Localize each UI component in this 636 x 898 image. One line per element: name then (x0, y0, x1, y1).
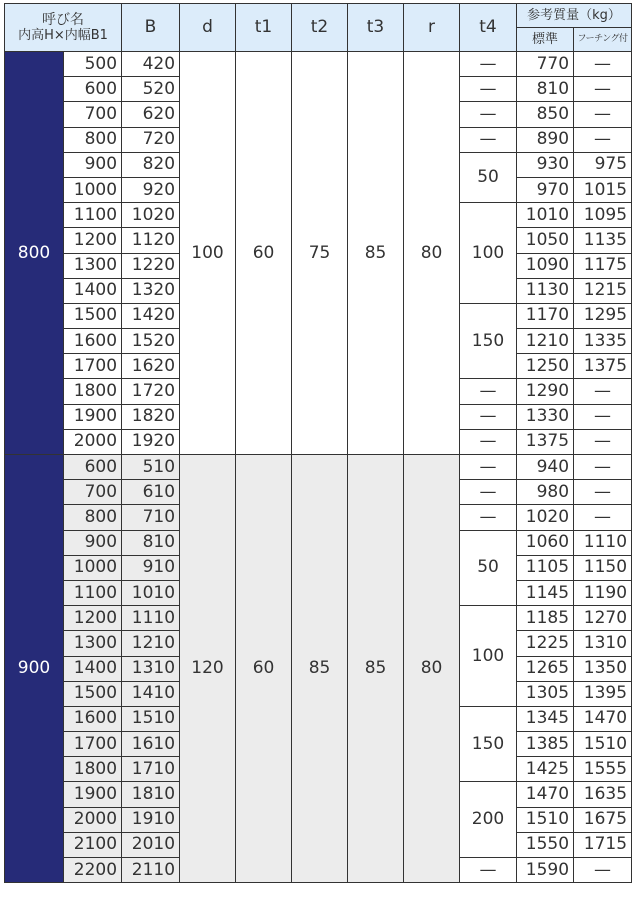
inner-width-cell: 900 (64, 530, 122, 555)
col-t1-header: t1 (236, 4, 292, 52)
weight-footing-cell: 1015 (574, 177, 632, 202)
b-cell: 1410 (122, 681, 180, 706)
r-cell: 80 (404, 52, 460, 455)
d-cell: 120 (180, 455, 236, 883)
inner-width-cell: 800 (64, 127, 122, 152)
weight-footing-cell: — (574, 404, 632, 429)
weight-standard-cell: 1550 (517, 832, 574, 857)
t4-cell: 150 (460, 303, 517, 379)
inner-width-cell: 800 (64, 505, 122, 530)
t4-cell: 200 (460, 782, 517, 858)
inner-width-cell: 2100 (64, 832, 122, 857)
weight-footing-cell: 1150 (574, 555, 632, 580)
weight-standard-cell: 1010 (517, 203, 574, 228)
t4-cell: — (460, 858, 517, 883)
weight-footing-cell: 1110 (574, 530, 632, 555)
b-cell: 910 (122, 555, 180, 580)
b-cell: 1310 (122, 656, 180, 681)
b-cell: 1920 (122, 429, 180, 454)
inner-width-cell: 1700 (64, 354, 122, 379)
t4-cell: 150 (460, 706, 517, 782)
d-cell: 100 (180, 52, 236, 455)
b-cell: 1110 (122, 606, 180, 631)
weight-standard-cell: 1375 (517, 429, 574, 454)
inner-width-cell: 1800 (64, 757, 122, 782)
weight-standard-cell: 1090 (517, 253, 574, 278)
nominal-size-header (5, 4, 122, 52)
weight-footing-cell: — (574, 52, 632, 77)
b-cell: 1010 (122, 580, 180, 605)
weight-footing-cell: 1350 (574, 656, 632, 681)
inner-width-cell: 700 (64, 102, 122, 127)
inner-width-cell: 1900 (64, 404, 122, 429)
inner-width-cell: 1500 (64, 303, 122, 328)
inner-width-cell: 1700 (64, 732, 122, 757)
weight-footing-cell: — (574, 379, 632, 404)
weight-standard-cell: 1210 (517, 329, 574, 354)
b-cell: 710 (122, 505, 180, 530)
inner-width-cell: 1300 (64, 253, 122, 278)
inner-width-cell: 600 (64, 455, 122, 480)
table-row (5, 52, 632, 77)
b-cell: 810 (122, 530, 180, 555)
b-cell: 620 (122, 102, 180, 127)
b-cell: 2010 (122, 832, 180, 857)
weight-standard-cell: 1385 (517, 732, 574, 757)
inner-width-cell: 500 (64, 52, 122, 77)
spec-table-container (4, 3, 632, 883)
t4-cell: — (460, 379, 517, 404)
inner-width-cell: 900 (64, 152, 122, 177)
weight-footing-cell: 1335 (574, 329, 632, 354)
weight-footing-cell: 1470 (574, 706, 632, 731)
weight-footing-cell: — (574, 102, 632, 127)
b-cell: 610 (122, 480, 180, 505)
t4-cell: 50 (460, 152, 517, 202)
weight-footing-cell: 1095 (574, 203, 632, 228)
weight-standard-cell: 810 (517, 77, 574, 102)
col-t3-header: t3 (348, 4, 404, 52)
t4-cell: — (460, 77, 517, 102)
weight-standard-cell: 890 (517, 127, 574, 152)
b-cell: 1220 (122, 253, 180, 278)
weight-standard-cell: 1050 (517, 228, 574, 253)
weight-standard-header: 標準 (517, 28, 574, 52)
b-cell: 820 (122, 152, 180, 177)
t4-cell: — (460, 404, 517, 429)
weight-footing-cell: 1510 (574, 732, 632, 757)
weight-footing-cell: 1215 (574, 278, 632, 303)
inner-width-cell: 2000 (64, 807, 122, 832)
b-cell: 2110 (122, 858, 180, 883)
inner-width-cell: 1000 (64, 177, 122, 202)
inner-width-cell: 1400 (64, 278, 122, 303)
spec-table-body (5, 52, 632, 883)
table-row (5, 455, 632, 480)
weight-footing-cell: 1555 (574, 757, 632, 782)
weight-standard-cell: 1330 (517, 404, 574, 429)
t4-cell: — (460, 52, 517, 77)
nominal-size-label: 呼び名 (42, 11, 84, 28)
weight-footing-cell: 1175 (574, 253, 632, 278)
weight-standard-cell: 970 (517, 177, 574, 202)
weight-standard-cell: 940 (517, 455, 574, 480)
col-d-header: d (180, 4, 236, 52)
b-cell: 1210 (122, 631, 180, 656)
b-cell: 1910 (122, 807, 180, 832)
t4-cell: — (460, 505, 517, 530)
inner-width-cell: 2000 (64, 429, 122, 454)
weight-standard-cell: 850 (517, 102, 574, 127)
weight-footing-cell: 1375 (574, 354, 632, 379)
b-cell: 920 (122, 177, 180, 202)
weight-standard-cell: 1105 (517, 555, 574, 580)
spec-table (4, 3, 632, 883)
weight-standard-cell: 930 (517, 152, 574, 177)
b-cell: 1620 (122, 354, 180, 379)
weight-standard-cell: 1170 (517, 303, 574, 328)
b-cell: 720 (122, 127, 180, 152)
b-cell: 1710 (122, 757, 180, 782)
weight-standard-cell: 1250 (517, 354, 574, 379)
b-cell: 1520 (122, 329, 180, 354)
inner-width-cell: 1800 (64, 379, 122, 404)
inner-dimensions-label: 内高H×内幅B1 (18, 27, 108, 43)
inner-width-cell: 2200 (64, 858, 122, 883)
b-cell: 1720 (122, 379, 180, 404)
b-cell: 1810 (122, 782, 180, 807)
inner-width-cell: 1400 (64, 656, 122, 681)
t4-cell: 100 (460, 606, 517, 707)
weight-footing-cell: — (574, 455, 632, 480)
weight-standard-cell: 1425 (517, 757, 574, 782)
group-label: 900 (5, 455, 64, 883)
col-r-header: r (404, 4, 460, 52)
weight-footing-cell: 1715 (574, 832, 632, 857)
t4-cell: — (460, 102, 517, 127)
inner-width-cell: 1600 (64, 329, 122, 354)
weight-footing-cell: — (574, 858, 632, 883)
weight-footing-cell: — (574, 480, 632, 505)
b-cell: 1120 (122, 228, 180, 253)
b-cell: 1820 (122, 404, 180, 429)
t1-cell: 60 (236, 52, 292, 455)
b-cell: 1020 (122, 203, 180, 228)
weight-footing-cell: — (574, 127, 632, 152)
t4-cell: 50 (460, 530, 517, 606)
inner-width-cell: 1100 (64, 203, 122, 228)
t1-cell: 60 (236, 455, 292, 883)
inner-width-cell: 1200 (64, 606, 122, 631)
weight-standard-cell: 1345 (517, 706, 574, 731)
weight-standard-cell: 1145 (517, 580, 574, 605)
t4-cell: — (460, 480, 517, 505)
inner-width-cell: 700 (64, 480, 122, 505)
r-cell: 80 (404, 455, 460, 883)
t4-cell: — (460, 429, 517, 454)
weight-footing-cell: — (574, 77, 632, 102)
weight-header: 参考質量（kg） (517, 4, 632, 28)
t4-cell: — (460, 127, 517, 152)
weight-footing-cell: 1635 (574, 782, 632, 807)
inner-width-cell: 1900 (64, 782, 122, 807)
t2-cell: 85 (292, 455, 348, 883)
weight-footing-cell: 1295 (574, 303, 632, 328)
group-label: 800 (5, 52, 64, 455)
inner-width-cell: 1200 (64, 228, 122, 253)
weight-standard-cell: 1590 (517, 858, 574, 883)
weight-standard-cell: 1185 (517, 606, 574, 631)
t4-cell: 100 (460, 203, 517, 304)
b-cell: 1420 (122, 303, 180, 328)
t3-cell: 85 (348, 52, 404, 455)
weight-footing-cell: 975 (574, 152, 632, 177)
inner-width-cell: 1500 (64, 681, 122, 706)
weight-footing-cell: — (574, 429, 632, 454)
col-t2-header: t2 (292, 4, 348, 52)
weight-footing-cell: 1270 (574, 606, 632, 631)
weight-footing-cell: 1190 (574, 580, 632, 605)
b-cell: 420 (122, 52, 180, 77)
weight-standard-cell: 1265 (517, 656, 574, 681)
b-cell: 1610 (122, 732, 180, 757)
t4-cell: — (460, 455, 517, 480)
col-b-header: B (122, 4, 180, 52)
inner-width-cell: 1000 (64, 555, 122, 580)
b-cell: 1320 (122, 278, 180, 303)
weight-footing-cell: 1135 (574, 228, 632, 253)
inner-width-cell: 1600 (64, 706, 122, 731)
weight-standard-cell: 1020 (517, 505, 574, 530)
weight-footing-cell: — (574, 505, 632, 530)
weight-standard-cell: 1130 (517, 278, 574, 303)
weight-footing-cell: 1675 (574, 807, 632, 832)
b-cell: 1510 (122, 706, 180, 731)
weight-standard-cell: 1225 (517, 631, 574, 656)
weight-standard-cell: 1060 (517, 530, 574, 555)
weight-footing-cell: 1395 (574, 681, 632, 706)
b-cell: 510 (122, 455, 180, 480)
t2-cell: 75 (292, 52, 348, 455)
b-cell: 520 (122, 77, 180, 102)
inner-width-cell: 600 (64, 77, 122, 102)
t3-cell: 85 (348, 455, 404, 883)
weight-footing-header: フーチング付 (574, 28, 632, 52)
weight-standard-cell: 1305 (517, 681, 574, 706)
weight-standard-cell: 1470 (517, 782, 574, 807)
inner-width-cell: 1100 (64, 580, 122, 605)
weight-standard-cell: 980 (517, 480, 574, 505)
weight-footing-cell: 1310 (574, 631, 632, 656)
col-t4-header: t4 (460, 4, 517, 52)
weight-standard-cell: 1510 (517, 807, 574, 832)
weight-standard-cell: 1290 (517, 379, 574, 404)
inner-width-cell: 1300 (64, 631, 122, 656)
weight-standard-cell: 770 (517, 52, 574, 77)
